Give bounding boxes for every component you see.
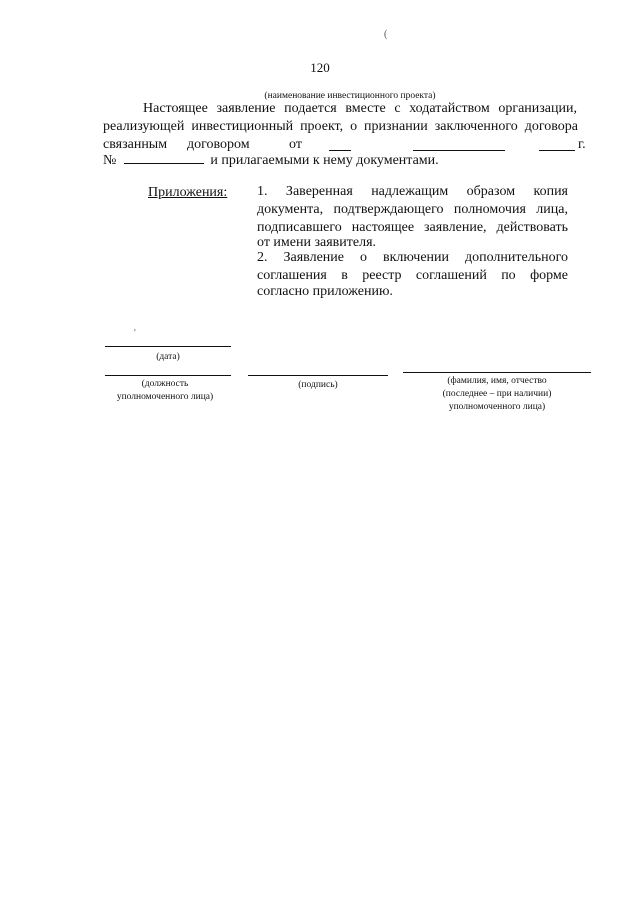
position-line[interactable] bbox=[105, 375, 231, 376]
date-line[interactable] bbox=[105, 346, 231, 347]
attachment-2-line-1: 2. Заявление о включении дополнительного bbox=[257, 250, 568, 265]
fio-caption-line-3: уполномоченного лица) bbox=[448, 402, 546, 412]
year-suffix: г. bbox=[578, 137, 586, 152]
month-blank[interactable] bbox=[413, 138, 505, 151]
attachment-1-line-2: документа, подтверждающего полномочия лица, bbox=[257, 202, 568, 217]
signature-caption: (подпись) bbox=[298, 380, 338, 390]
date-caption: (дата) bbox=[156, 352, 180, 362]
word-svyazannym: связанным bbox=[103, 137, 168, 152]
paragraph-line-1: Настоящее заявление подается вместе с ходатайством организации, bbox=[143, 101, 577, 116]
attachment-1-line-3: подписавшего настоящее заявление, действовать bbox=[257, 220, 568, 235]
scan-tick-mark: ' bbox=[134, 328, 136, 339]
attachment-2-line-3: согласно приложению. bbox=[257, 284, 393, 299]
paragraph-line-2: реализующей инвестиционный проект, о признании заключенного договора bbox=[103, 119, 578, 134]
scan-mark: ( bbox=[384, 29, 388, 40]
attachment-2-line-2: соглашения в реестр соглашений по форме bbox=[257, 268, 568, 283]
fio-line[interactable] bbox=[403, 372, 591, 373]
attachment-1-line-4: от имени заявителя. bbox=[257, 235, 377, 250]
attachments-label: Приложения: bbox=[148, 185, 228, 200]
number-sign: № bbox=[103, 153, 117, 168]
attachment-1-line-1: 1. Заверенная надлежащим образом копия bbox=[257, 184, 568, 199]
project-name-caption: (наименование инвестиционного проекта) bbox=[264, 91, 436, 101]
position-caption-line-1: (должность bbox=[141, 379, 189, 389]
contract-number-blank[interactable] bbox=[124, 151, 204, 164]
word-ot: от bbox=[289, 137, 302, 152]
day-blank[interactable] bbox=[329, 138, 351, 151]
page-number: 120 bbox=[310, 60, 330, 75]
word-dogovorom: договором bbox=[187, 137, 250, 152]
signature-line[interactable] bbox=[248, 375, 388, 376]
fio-caption bbox=[403, 375, 591, 414]
fio-caption-line-2: (последнее – при наличии) bbox=[442, 389, 552, 399]
paragraph-tail: и прилагаемыми к нему документами. bbox=[210, 153, 439, 168]
fio-caption-line-1: (фамилия, имя, отчество bbox=[447, 376, 547, 386]
position-caption-line-2: уполномоченного лица) bbox=[116, 392, 214, 402]
year-blank[interactable] bbox=[539, 138, 575, 151]
position-caption bbox=[85, 378, 245, 404]
paragraph-line-4 bbox=[103, 151, 578, 170]
